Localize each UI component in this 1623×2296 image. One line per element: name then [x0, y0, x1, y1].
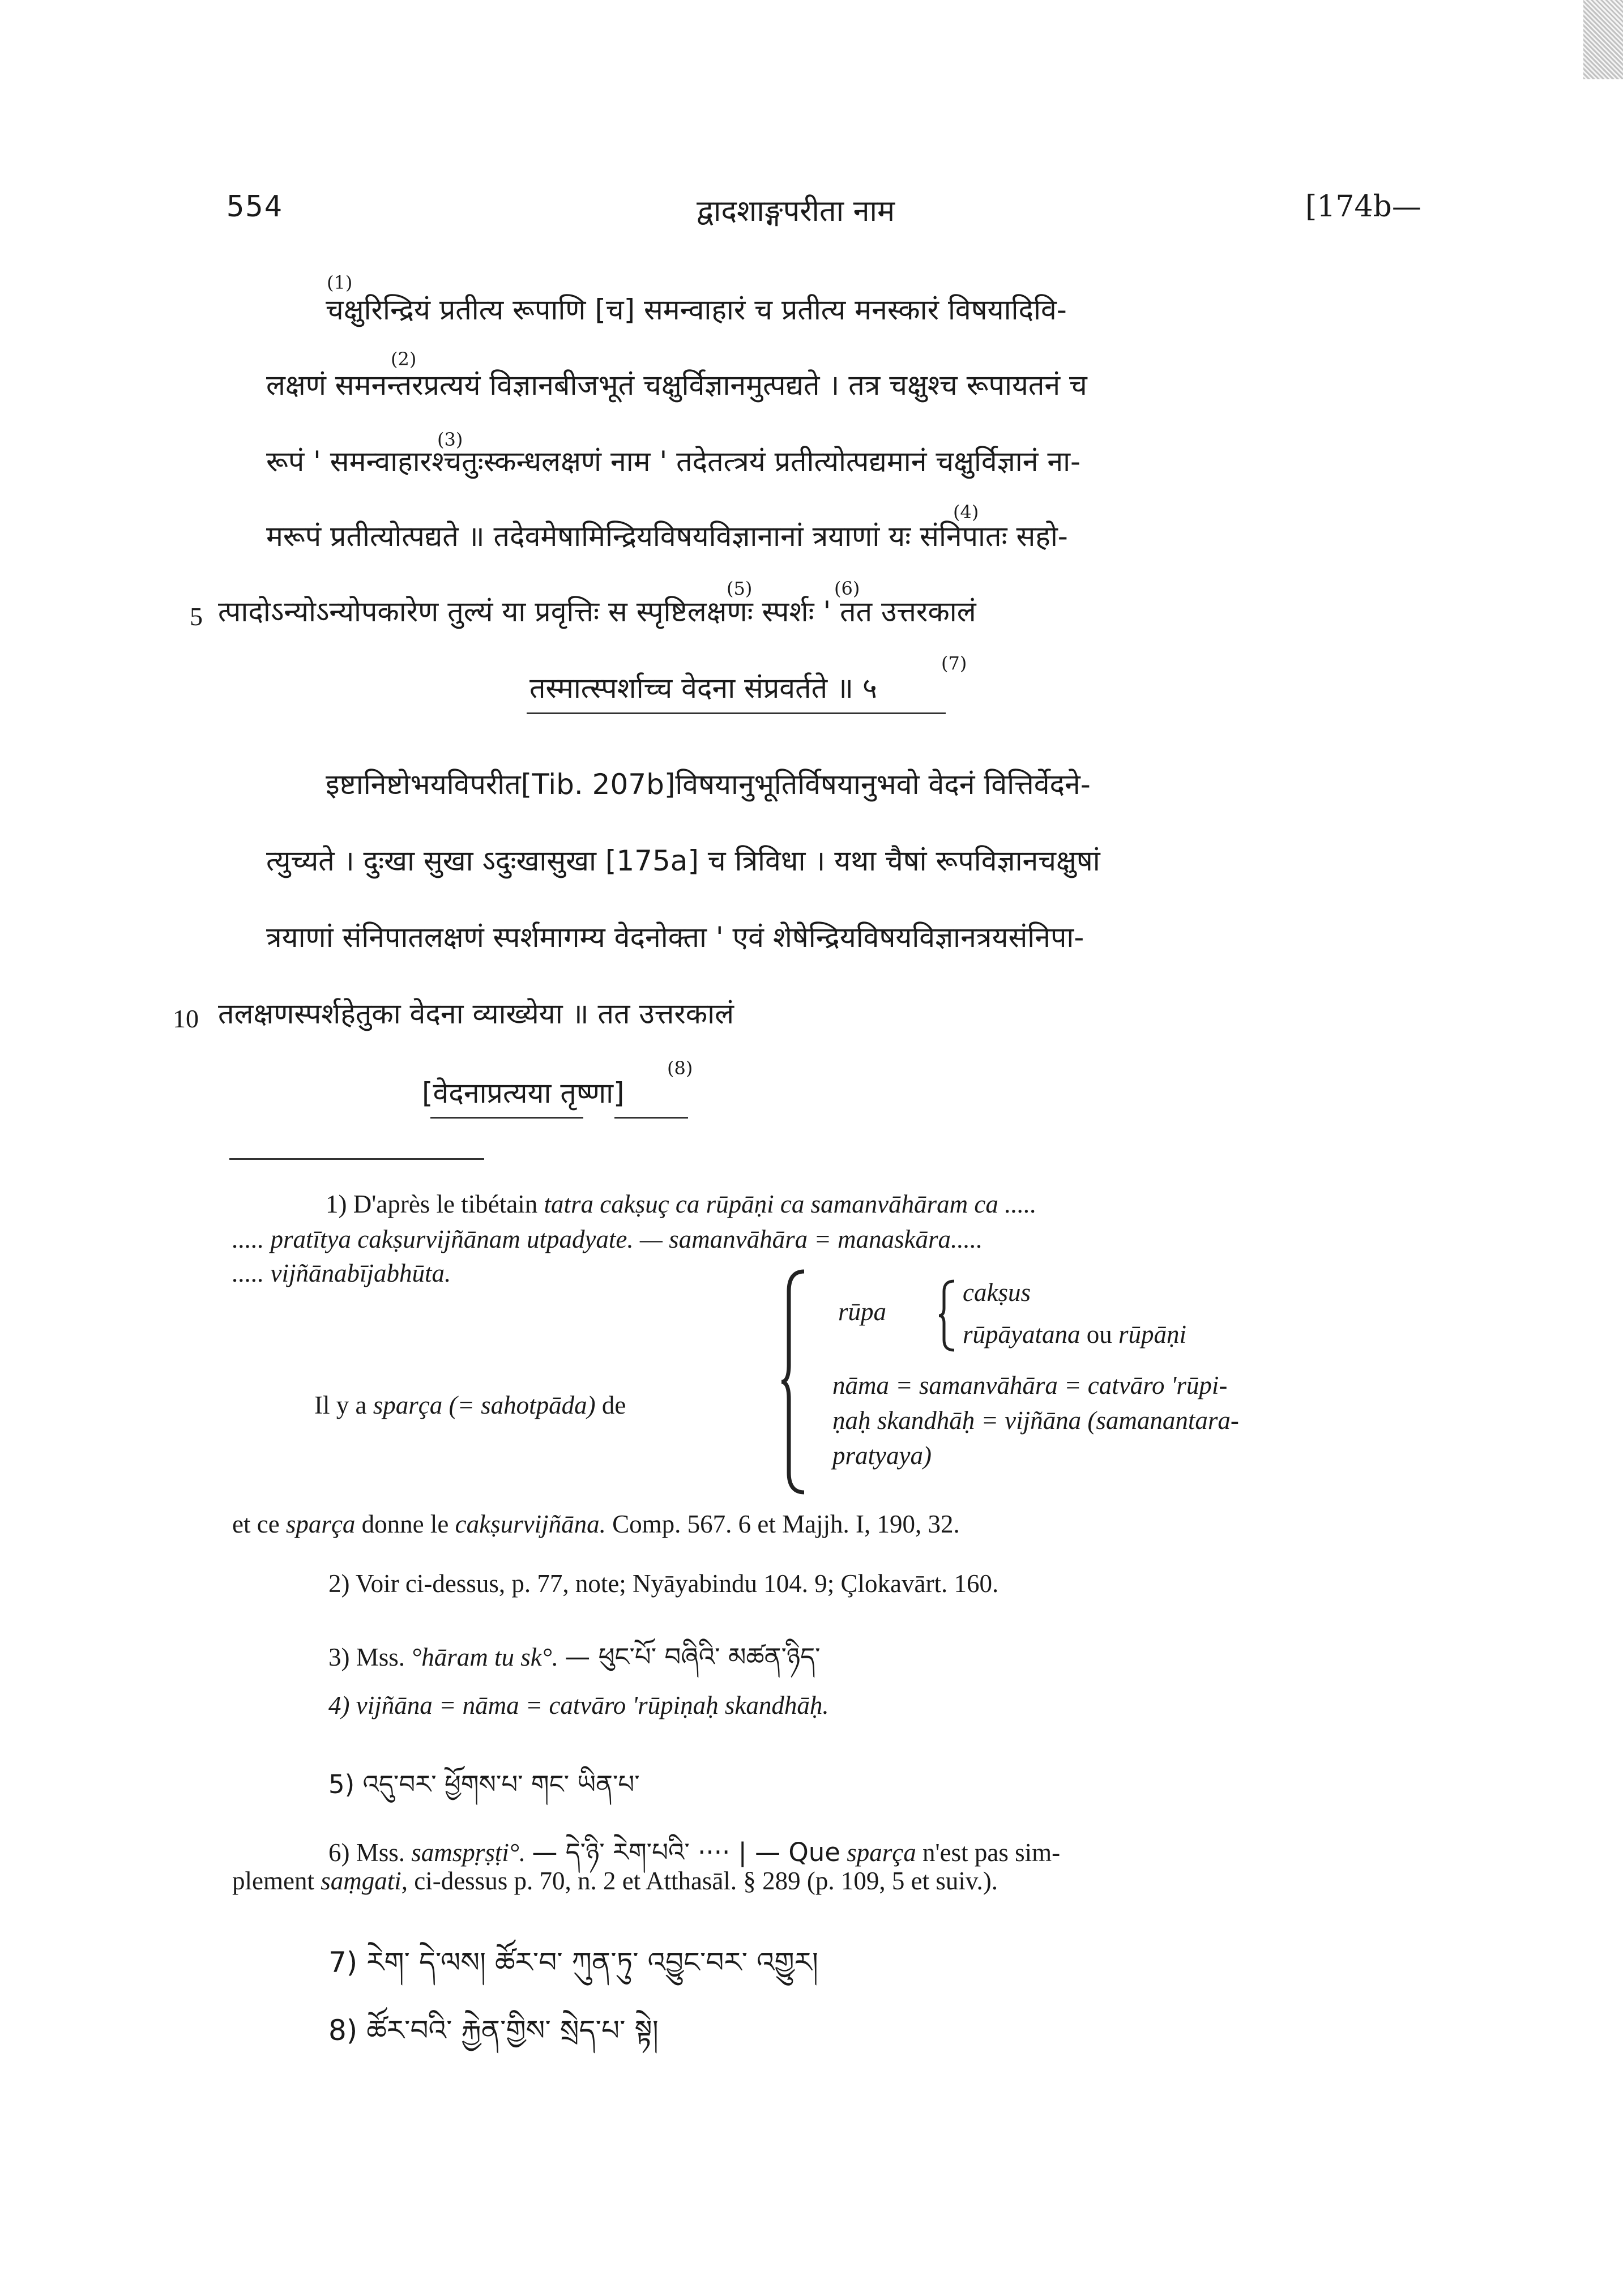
footnote-1-line-3 — [232, 1258, 451, 1288]
footnote-3-mss: 3) Mss. — [328, 1643, 405, 1671]
footnote-1-il-ya — [314, 1390, 626, 1420]
sparca-term: sparça — [373, 1391, 443, 1419]
verse-5: तस्मात्स्पर्शाच्च वेदना संप्रवर्तते ॥ ५ — [529, 672, 877, 705]
line-number-5: 5 — [190, 602, 203, 631]
note-mark-7: (7) — [941, 652, 967, 674]
footnote-6-variant: samspṛṣṭi°. — [411, 1838, 526, 1867]
page-number: 554 — [227, 190, 283, 224]
rupa-label — [838, 1297, 886, 1326]
line-number-10: 10 — [173, 1004, 199, 1033]
footnote-6-samgati: saṃgati, — [321, 1867, 408, 1895]
tail-comp-ref: Comp. 567. 6 et Majjh. I, 190, 32. — [612, 1510, 960, 1538]
rupayatana-line — [963, 1320, 1186, 1349]
sanskrit-line-2: लक्षणं समनन्तरप्रत्ययं विज्ञानबीजभूतं चक्षुर्विज्ञानमुत्पद्यते । तत्र चक्षुश्च रूपायतनं च — [266, 369, 1087, 402]
sanskrit-line-9: तलक्षणस्पर्शहेतुका वेदना व्याख्येया ॥ तत उत्तरकालं — [218, 997, 734, 1030]
footnote-4 — [328, 1691, 829, 1720]
footnote-6-line-2 — [232, 1866, 998, 1896]
caksus-label — [963, 1278, 1031, 1307]
de-text: de — [601, 1391, 626, 1419]
scan-edge-artifact — [1583, 0, 1623, 79]
note-mark-8: (8) — [667, 1057, 693, 1079]
footnote-6-plement: plement — [232, 1867, 314, 1895]
footnote-1-text: D'après le tibétain — [353, 1190, 538, 1218]
rupani-term: rūpāṇi — [1118, 1320, 1187, 1348]
sanskrit-line-8: त्रयाणां संनिपातलक्षणं स्पर्शमागम्य वेदनोक्ता ' एवं शेषेन्द्रियविषयविज्ञानत्रयसंनिपा- — [266, 921, 1084, 954]
footnote-1-number: 1) — [326, 1190, 347, 1218]
footnote-6-ref: ci-dessus p. 70, n. 2 et Atthasāl. § 289 (p. 109, 5 et suiv.). — [414, 1867, 998, 1895]
footnote-1-line-2-text: ..... pratītya cakṣurvijñānam utpadyate. — samanvāhāra = manaskāra..... — [232, 1225, 983, 1253]
verse6-underline-2 — [614, 1117, 688, 1119]
footnote-5: 5) འདུ་བར་ ཕྱོགས་པ་ གང་ ཡིན་པ་ — [328, 1769, 640, 1799]
footnote-1-sanskrit: tatra cakṣuç ca rūpāṇi ca samanvāhāram ca ..... — [544, 1190, 1037, 1218]
nama-line-2 — [832, 1406, 1239, 1435]
verse-underline — [527, 712, 946, 714]
footnote-3-variant: °hāram tu sk°. — [411, 1643, 559, 1671]
tail-text-a: et ce — [232, 1510, 280, 1538]
footnote-3 — [328, 1628, 821, 1700]
footnote-1-tail — [232, 1509, 960, 1539]
rupayatana-term: rūpāyatana — [963, 1320, 1080, 1348]
tail-caksurvijnana: cakṣurvijñāna. — [455, 1510, 606, 1538]
footnote-separator — [229, 1158, 484, 1160]
footnote-6-mss: 6) Mss. — [328, 1838, 405, 1867]
nama-line-1 — [832, 1371, 1227, 1400]
nama-line-3 — [832, 1441, 932, 1470]
folio-reference: [174b— — [1305, 190, 1421, 224]
tail-sparca: sparça — [285, 1510, 356, 1538]
footnote-1-line-2 — [232, 1224, 983, 1254]
il-ya-text: Il y a — [314, 1391, 367, 1419]
footnote-4-text: 4) vijñāna = nāma = catvāro 'rūpiṇaḥ skandhāḥ. — [328, 1691, 829, 1719]
ou-text: ou — [1086, 1320, 1112, 1348]
footnote-6-sparca: sparça — [847, 1838, 916, 1867]
footnote-3-tibetan: — ཕུང་པོ་ བཞིའི་ མཚན་ཉིད་ — [565, 1642, 821, 1672]
nama-line-1-text: nāma = samanvāhāra = catvāro 'rūpi- — [832, 1371, 1228, 1399]
small-brace — [937, 1279, 958, 1352]
rupa-term: rūpa — [838, 1298, 887, 1326]
footnote-6-tibetan: — དེ་ཉི་ རེག་པའི་ ···· | — Que — [532, 1837, 840, 1867]
footnote-7: 7) རེག་ དེ་ལས། ཚོར་བ་ ཀུན་ཏུ་ འབྱུང་བར་ འགྱུར། — [328, 1946, 818, 1979]
note-mark-1: (1) — [327, 272, 353, 293]
sanskrit-line-4: मरूपं प्रतीत्योत्पद्यते ॥ तदेवमेषामिन्द्रियविषयविज्ञानानां त्रयाणां यः संनिपातः सहो- — [266, 520, 1068, 553]
tail-text-b: donne le — [361, 1510, 449, 1538]
footnote-2: 2) Voir ci-dessus, p. 77, note; Nyāyabindu 104. 9; Çlokavārt. 160. — [328, 1569, 999, 1598]
running-title: द्वादशाङ्गपरीता नाम — [697, 194, 895, 228]
sanskrit-line-6: इष्टानिष्टोभयविपरीत[Tib. 207b]विषयानुभूतिर्विषयानुभवो वेदनं वित्तिर्वेदने- — [326, 768, 1091, 801]
sanskrit-line-5: त्पादोऽन्योऽन्योपकारेण तुल्यं या प्रवृत्तिः स स्पृष्टिलक्षणः स्पर्शः ' तत उत्तरकालं — [218, 595, 976, 628]
footnote-1-line-3-text: ..... vijñānabījabhūta. — [232, 1259, 451, 1287]
large-brace — [779, 1269, 813, 1495]
footnote-6-text: n'est pas sim- — [922, 1838, 1061, 1867]
footnote-1-line-1 — [326, 1189, 1036, 1219]
sahotpada-term: (= sahotpāda) — [449, 1391, 596, 1419]
footnote-8: 8) ཚོར་བའི་ རྐྱེན་གྱིས་ སྲེད་པ་ སྟེ། — [328, 2014, 659, 2047]
sanskrit-line-1: चक्षुरिन्द्रियं प्रतीत्य रूपाणि [च] समन्वाहारं च प्रतीत्य मनस्कारं विषयादिवि- — [326, 293, 1067, 326]
note-mark-4: (4) — [953, 501, 979, 523]
sanskrit-line-3: रूपं ' समन्वाहारश्चतुःस्कन्धलक्षणं नाम ' तदेतत्त्रयं प्रतीत्योत्पद्यमानं चक्षुर्विज्ञानं ना- — [266, 445, 1081, 478]
sanskrit-line-7: त्युच्यते । दुःखा सुखा ऽदुःखासुखा [175a] च त्रिविधा । यथा चैषां रूपविज्ञानचक्षुषां — [266, 844, 1100, 877]
note-mark-6: (6) — [834, 578, 860, 599]
note-mark-5: (5) — [727, 578, 753, 599]
verse6-underline-1 — [430, 1117, 583, 1119]
nama-line-3-text: pratyaya) — [832, 1441, 932, 1470]
nama-line-2-text: ṇaḥ skandhāḥ = vijñāna (samanantara- — [832, 1406, 1239, 1435]
note-mark-2: (2) — [391, 348, 417, 370]
note-mark-3: (3) — [437, 429, 463, 450]
caksus-term: cakṣus — [963, 1278, 1031, 1307]
verse-6: [वेदनाप्रत्यया तृष्णा] — [422, 1077, 625, 1109]
